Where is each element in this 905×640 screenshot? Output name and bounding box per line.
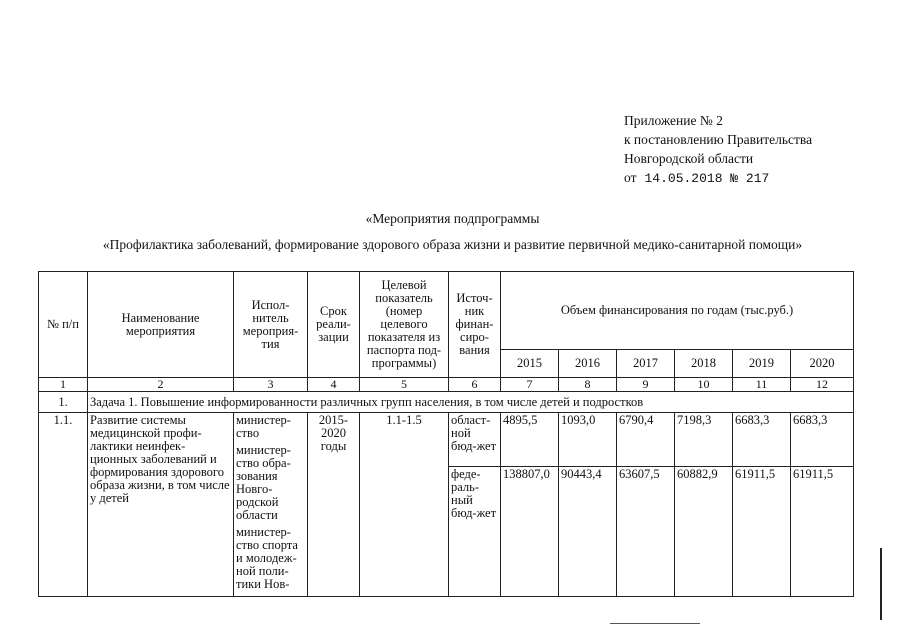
header-source: Источ-ник финан-сиро-вания (449, 272, 501, 378)
column-number: 9 (617, 378, 675, 392)
page-edge-mark (880, 548, 882, 620)
column-number: 2 (88, 378, 234, 392)
source-name: област-ной бюд-жет (449, 413, 501, 467)
column-number: 1 (39, 378, 88, 392)
column-number: 6 (449, 378, 501, 392)
header-term: Срок реали-зации (308, 272, 360, 378)
column-number-row (39, 378, 854, 392)
column-number: 8 (559, 378, 617, 392)
appendix-block (624, 111, 812, 188)
executor-item: министер-ство (236, 413, 291, 440)
table-row (39, 413, 854, 467)
appendix-title: Приложение № 2 (624, 113, 723, 128)
funding-value: 6683,3 (733, 413, 791, 467)
header-year: 2017 (617, 350, 675, 378)
funding-value: 6790,4 (617, 413, 675, 467)
appendix-date-prefix: от (624, 170, 637, 185)
funding-value: 138807,0 (501, 467, 559, 597)
header-year: 2016 (559, 350, 617, 378)
row-executors (234, 413, 308, 597)
column-number: 12 (791, 378, 854, 392)
header-num: № п/п (39, 272, 88, 378)
executor-item: министер-ство спорта и молодеж-ной поли-тики Нов- (236, 525, 298, 591)
column-number: 3 (234, 378, 308, 392)
appendix-date-value: 14.05.2018 № 217 (644, 171, 770, 186)
funding-value: 61911,5 (791, 467, 854, 597)
header-target: Целевой показатель (номер целевого показателя из паспорта под-программы) (360, 272, 449, 378)
column-number: 7 (501, 378, 559, 392)
column-number: 10 (675, 378, 733, 392)
appendix-line: к постановлению Правительства (624, 132, 813, 147)
task-row (39, 392, 854, 413)
funding-value: 63607,5 (617, 467, 675, 597)
row-name: Развитие системы медицинской профи-лактики неинфек-ционных заболеваний и формирования здорового образа жизни, в том числе у детей (88, 413, 234, 597)
row-term: 2015-2020 годы (308, 413, 360, 597)
header-funding: Объем финансирования по годам (тыс.руб.) (501, 272, 854, 350)
document-subtitle: «Профилактика заболеваний, формирование здорового образа жизни и развитие первичной медико-санитарной помощи» (102, 237, 803, 252)
header-year: 2019 (733, 350, 791, 378)
measures-table (38, 271, 854, 597)
funding-value: 4895,5 (501, 413, 559, 467)
column-number: 4 (308, 378, 360, 392)
task-num: 1. (39, 392, 88, 413)
column-number: 11 (733, 378, 791, 392)
source-name: феде-раль-ный бюд-жет (449, 467, 501, 597)
funding-value: 61911,5 (733, 467, 791, 597)
header-year: 2020 (791, 350, 854, 378)
appendix-date-line (624, 168, 812, 188)
appendix-line: Новгородской области (624, 151, 754, 166)
header-name: Наименование мероприятия (88, 272, 234, 378)
funding-value: 7198,3 (675, 413, 733, 467)
task-text: Задача 1. Повышение информированности различных групп населения, в том числе детей и подростков (88, 392, 854, 413)
row-num: 1.1. (39, 413, 88, 597)
header-year: 2018 (675, 350, 733, 378)
page-edge-mark (610, 623, 700, 624)
column-number: 5 (360, 378, 449, 392)
funding-value: 6683,3 (791, 413, 854, 467)
header-executor: Испол-нитель мероприя-тия (234, 272, 308, 378)
funding-value: 1093,0 (559, 413, 617, 467)
header-year: 2015 (501, 350, 559, 378)
funding-value: 90443,4 (559, 467, 617, 597)
executor-item: министер-ство обра-зования Новго-родской области (236, 443, 291, 522)
row-target: 1.1-1.5 (360, 413, 449, 597)
funding-value: 60882,9 (675, 467, 733, 597)
document-title: «Мероприятия подпрограммы (365, 211, 540, 226)
